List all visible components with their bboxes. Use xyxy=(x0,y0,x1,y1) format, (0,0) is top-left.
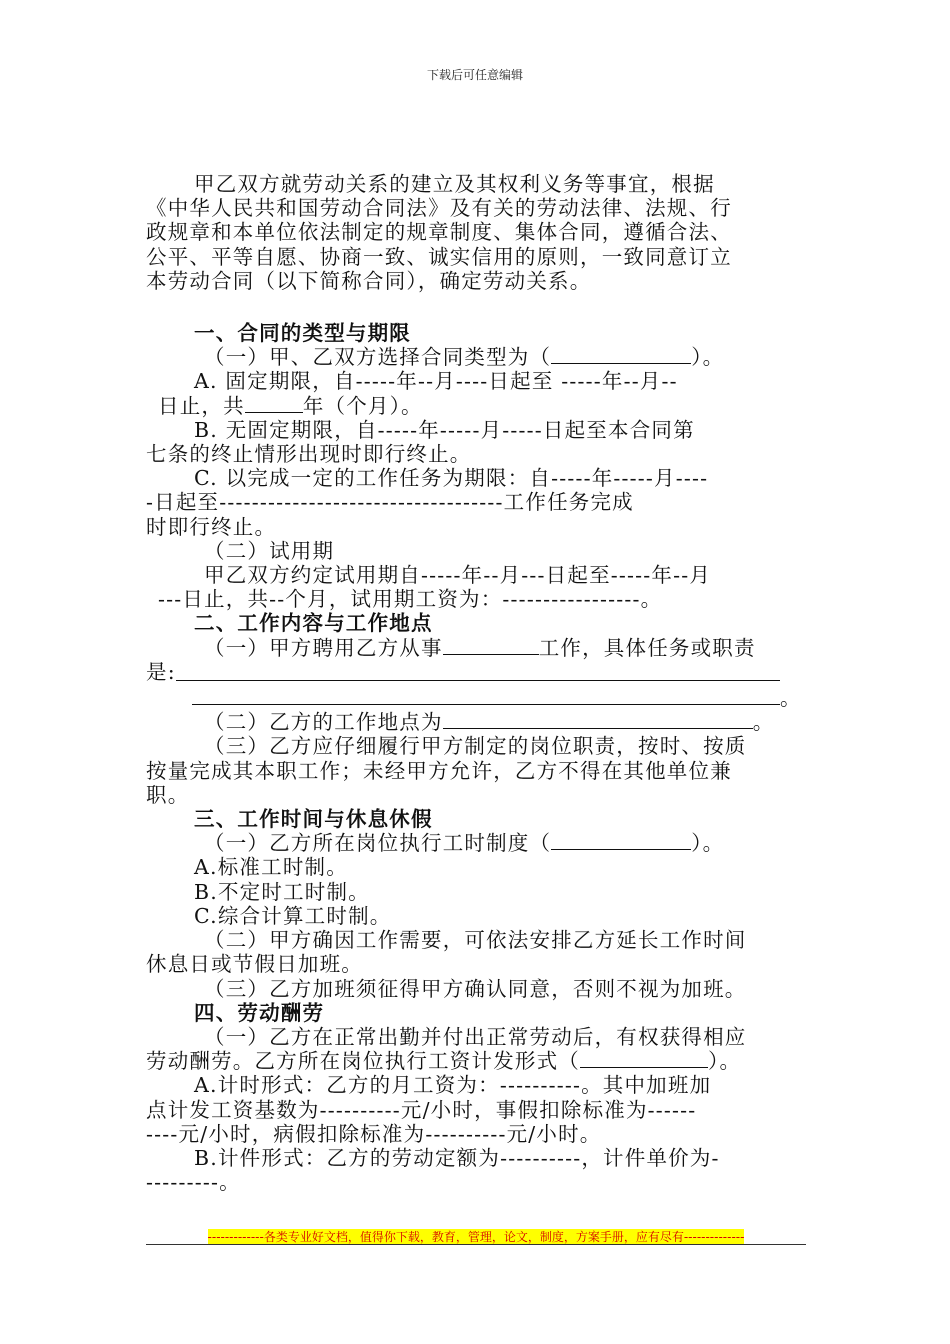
section-title-1: 一、合同的类型与期限 xyxy=(194,321,411,346)
pay-form-blank[interactable] xyxy=(580,1049,708,1068)
years-blank[interactable] xyxy=(245,394,303,413)
contract-type-line: （一）甲、乙双方选择合同类型为（ ）。 xyxy=(204,345,725,370)
contract-type-blank[interactable] xyxy=(551,345,691,364)
section-title-2: 二、工作内容与工作地点 xyxy=(194,611,433,636)
intro-line: 本劳动合同（以下简称合同），确定劳动关系。 xyxy=(146,268,592,293)
probation-heading: （二）试用期 xyxy=(204,538,335,563)
time-pay-line: ----元/小时，病假扣除标准为----------元/小时。 xyxy=(146,1121,602,1146)
job-blank[interactable] xyxy=(443,636,539,655)
workplace-line: （二）乙方的工作地点为 。 xyxy=(204,710,775,735)
option-b-line: B. 无固定期限，自-----年-----月-----日起至本合同第 xyxy=(194,417,695,442)
duty-line: 职。 xyxy=(146,782,190,807)
option-a-line: 日止，共 年（个月）。 xyxy=(158,393,423,418)
pay-line: 劳动酬劳。乙方所在岗位执行工资计发形式（ ）。 xyxy=(146,1049,742,1074)
time-pay-line: A.计时形式：乙方的月工资为：----------。其中加班加 xyxy=(194,1073,712,1098)
footer-banner xyxy=(146,1226,806,1245)
duties-line: 是: xyxy=(146,660,806,684)
section-title-3: 三、工作时间与休息休假 xyxy=(194,807,433,832)
time-pay-line: 点计发工资基数为----------元/小时，事假扣除标准为------ xyxy=(146,1097,697,1122)
intro-line: 甲乙双方就劳动关系的建立及其权利义务等事宜，根据 xyxy=(194,172,715,196)
duty-line: （三）乙方应仔细履行甲方制定的岗位职责，按时、按质 xyxy=(204,734,747,759)
workplace-blank[interactable] xyxy=(443,710,753,729)
option-c-line: 时即行终止。 xyxy=(146,514,277,539)
piece-pay-line: ---------。 xyxy=(146,1170,241,1195)
option-a-line: A. 固定期限，自-----年--月----日起至 -----年--月-- xyxy=(194,369,678,394)
contract-body xyxy=(146,172,806,1194)
duty-line: 按量完成其本职工作；未经甲方允许，乙方不得在其他单位兼 xyxy=(146,758,732,783)
job-line: （一）甲方聘用乙方从事 工作，具体任务或职责 xyxy=(204,635,756,660)
hours-blank[interactable] xyxy=(551,831,691,850)
probation-line: 甲乙双方约定试用期自-----年--月---日起至-----年--月 xyxy=(204,563,712,588)
intro-line: 政规章和本单位依法制定的规章制度、集体合同，遵循合法、 xyxy=(146,220,732,245)
duties-blank-2[interactable] xyxy=(192,684,780,705)
duties-blank[interactable] xyxy=(176,660,780,681)
option-b-line: 七条的终止情形出现时即行终止。 xyxy=(146,442,472,467)
overtime-confirm-line: （三）乙方加班须征得甲方确认同意，否则不视为加班。 xyxy=(204,976,747,1001)
pay-line: （一）乙方在正常出勤并付出正常劳动后，有权获得相应 xyxy=(204,1024,747,1049)
section-title-4: 四、劳动酬劳 xyxy=(194,1000,325,1025)
overtime-line: （二）甲方确因工作需要，可依法安排乙方延长工作时间 xyxy=(204,928,747,953)
intro-line: 《中华人民共和国劳动合同法》及有关的劳动法律、法规、行 xyxy=(146,196,732,221)
option-c-line: C. 以完成一定的工作任务为期限：自-----年-----月---- xyxy=(194,466,709,491)
footer-banner-text: -------------各类专业好文档，值得你下载，教育，管理，论文，制度，方案手册，应有尽有-------------- xyxy=(207,1230,745,1244)
duties-line-2: 。 xyxy=(146,684,806,710)
hours-option-a: A.标准工时制。 xyxy=(194,855,348,880)
probation-line: ---日止，共--个月，试用期工资为：-----------------。 xyxy=(158,587,663,612)
footer-rule xyxy=(146,1244,806,1245)
overtime-line: 休息日或节假日加班。 xyxy=(146,952,363,977)
intro-line: 公平、平等自愿、协商一致、诚实信用的原则，一致同意订立 xyxy=(146,244,732,269)
hours-line: （一）乙方所在岗位执行工时制度（ ）。 xyxy=(204,831,725,856)
option-c-line: -日起至-----------------------------------工作任务完成 xyxy=(146,490,634,515)
piece-pay-line: B.计件形式：乙方的劳动定额为----------，计件单价为- xyxy=(194,1145,720,1170)
hours-option-b: B.不定时工时制。 xyxy=(194,879,370,904)
page-header: 下载后可任意编辑 xyxy=(426,68,523,82)
hours-option-c: C.综合计算工时制。 xyxy=(194,903,392,928)
